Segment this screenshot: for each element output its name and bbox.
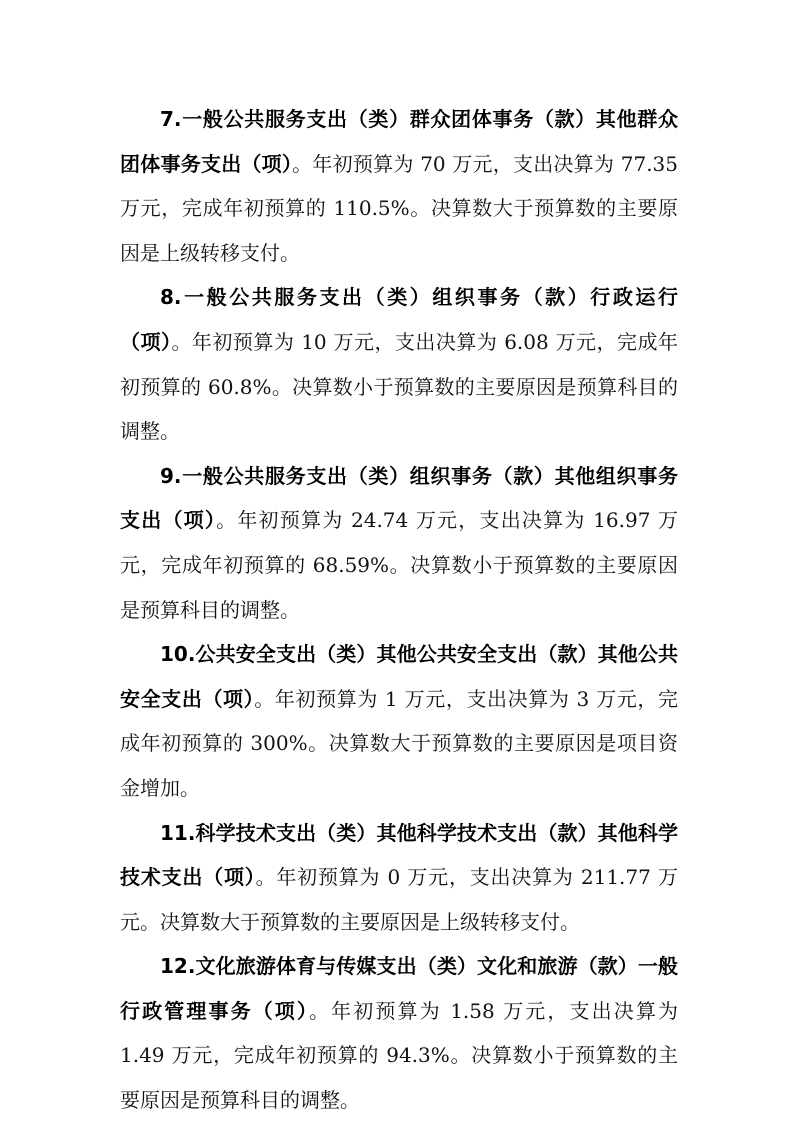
paragraph-item-11: [120, 811, 678, 945]
document-body: [120, 97, 678, 1123]
paragraph-heading: 9.一般公共服务支出（类）组织事务（款）其他组织事务支出（项）: [120, 463, 678, 533]
paragraph-text: 。年初预算为 1.58 万元，支出决算为 1.49 万元，完成年初预算的 94.3%。决算数小于预算数的主要原因是预算科目的调整。: [120, 998, 678, 1113]
paragraph-heading: 11.科学技术支出（类）其他科学技术支出（款）其他科学技术支出（项）: [120, 820, 678, 890]
paragraph-text: 。年初预算为 70 万元，支出决算为 77.35 万元，完成年初预算的 110.5%。决算数大于预算数的主要原因是上级转移支付。: [120, 151, 678, 265]
paragraph-item-8: [120, 275, 678, 453]
paragraph-text: 。年初预算为 24.74 万元，支出决算为 16.97 万元，完成年初预算的 68.59%。决算数小于预算数的主要原因是预算科目的调整。: [120, 508, 679, 622]
paragraph-item-9: [120, 454, 678, 632]
paragraph-item-10: [120, 632, 678, 810]
paragraph-heading: 10.公共安全支出（类）其他公共安全支出（款）其他公共安全支出（项）: [120, 642, 678, 711]
paragraph-heading: 7.一般公共服务支出（类）群众团体事务（款）其他群众团体事务支出（项）: [120, 107, 678, 176]
paragraph-text: 。年初预算为 1 万元，支出决算为 3 万元，完成年初预算的 300%。决算数大于预算数的主要原因是项目资金增加。: [120, 686, 678, 800]
paragraph-item-7: [120, 97, 678, 275]
paragraph-heading: 8.一般公共服务支出（类）组织事务（款）行政运行（项）: [120, 285, 678, 354]
paragraph-text: 。年初预算为 10 万元，支出决算为 6.08 万元，完成年初预算的 60.8%。决算数小于预算数的主要原因是预算科目的调整。: [120, 329, 678, 444]
paragraph-heading: 12.文化旅游体育与传媒支出（类）文化和旅游（款）一般行政管理事务（项）: [120, 954, 678, 1023]
paragraph-text: 。年初预算为 0 万元，支出决算为 211.77 万元。决算数大于预算数的主要原因是上级转移支付。: [120, 865, 678, 934]
paragraph-item-12: [120, 944, 678, 1122]
